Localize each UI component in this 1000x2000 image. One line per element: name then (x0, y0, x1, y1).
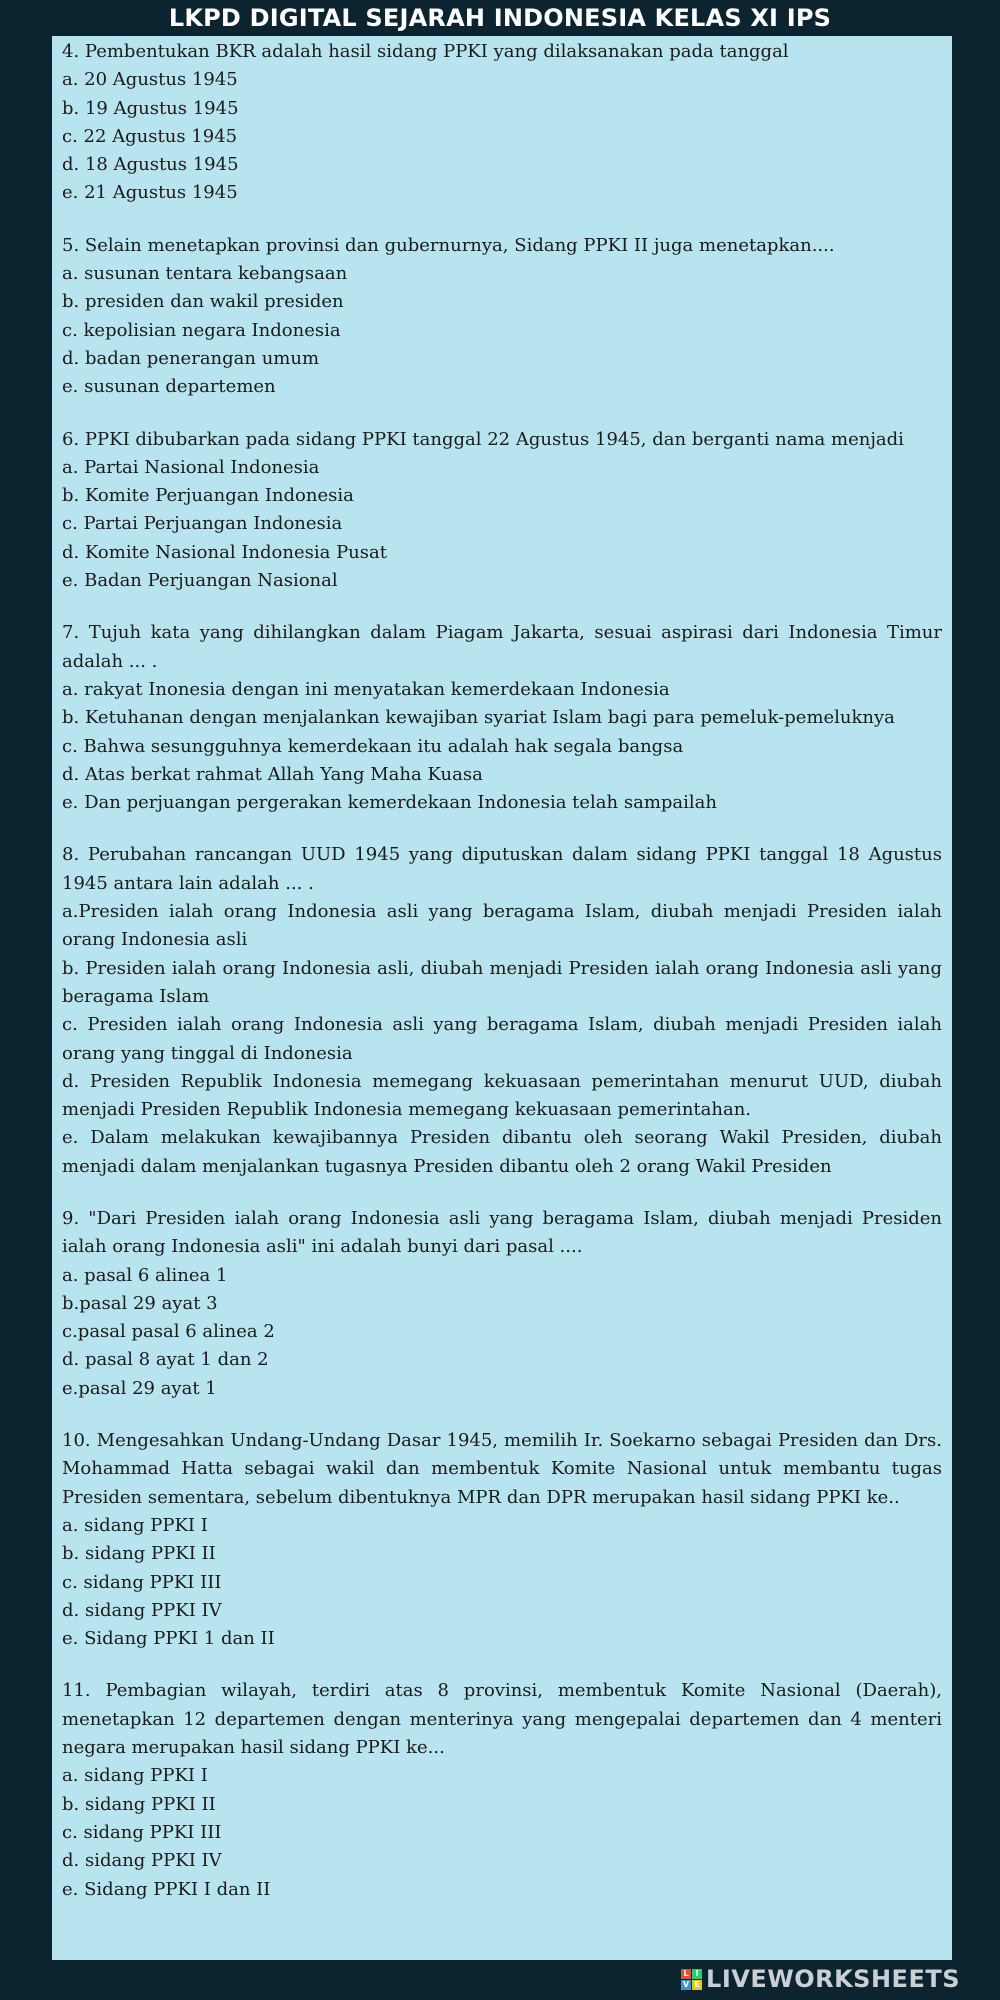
answer-option[interactable]: c. Partai Perjuangan Indonesia (62, 513, 343, 535)
answer-option[interactable]: d. sidang PPKI IV (62, 1599, 222, 1621)
footer-logo[interactable] (681, 1964, 960, 1994)
answer-option[interactable]: e. Sidang PPKI 1 dan II (62, 1628, 275, 1650)
answer-option[interactable]: e. 21 Agustus 1945 (62, 182, 238, 204)
answer-option[interactable]: b. Presiden ialah orang Indonesia asli, diubah menjadi Presiden ialah orang Indonesia asli yang beragama Islam (62, 957, 942, 1007)
question-text: 11. Pembagian wilayah, terdiri atas 8 provinsi, membentuk Komite Nasional (Daerah), menetapkan 12 departemen dengan menterinya yang mengepalai departemen dan 4 menteri negara merupakan hasil sidang PPKI ke... (62, 1680, 942, 1759)
answer-option[interactable]: a. sidang PPKI I (62, 1765, 208, 1787)
answer-option[interactable]: d. sidang PPKI IV (62, 1850, 222, 1872)
answer-option[interactable]: e. susunan departemen (62, 376, 276, 398)
answer-option[interactable]: b. Komite Perjuangan Indonesia (62, 485, 354, 507)
answer-option[interactable]: a. sidang PPKI I (62, 1514, 208, 1536)
answer-option[interactable]: a. susunan tentara kebangsaan (62, 263, 348, 285)
answer-option[interactable]: e. Sidang PPKI I dan II (62, 1878, 271, 1900)
answer-option[interactable]: d. pasal 8 ayat 1 dan 2 (62, 1349, 269, 1371)
answer-option[interactable]: e. Dan perjuangan pergerakan kemerdekaan Indonesia telah sampailah (62, 792, 717, 814)
question-block (62, 1427, 942, 1653)
answer-option[interactable]: e. Badan Perjuangan Nasional (62, 570, 338, 592)
answer-option[interactable]: d. 18 Agustus 1945 (62, 154, 239, 176)
answer-option[interactable]: e. Dalam melakukan kewajibannya Presiden dibantu oleh seorang Wakil Presiden, diubah menjadi dalam menjalankan tugasnya Presiden dibantu oleh 2 orang Wakil Presiden (62, 1127, 942, 1177)
question-block (62, 38, 942, 208)
question-block (62, 619, 942, 817)
answer-option[interactable]: c. sidang PPKI III (62, 1821, 222, 1843)
answer-option[interactable]: b. Ketuhanan dengan menjalankan kewajiban syariat Islam bagi para pemeluk-pemeluknya (62, 707, 895, 729)
answer-option[interactable]: c. sidang PPKI III (62, 1571, 222, 1593)
worksheet-panel (52, 36, 952, 1960)
question-block (62, 232, 942, 402)
question-block (62, 1677, 942, 1903)
question-text: 10. Mengesahkan Undang-Undang Dasar 1945, memilih Ir. Soekarno sebagai Presiden dan Drs. Mohammad Hatta sebagai wakil dan membentuk Komite Nasional untuk membantu tugas Presiden sementara, sebelum dibentuknya MPR dan DPR merupakan hasil sidang PPKI ke.. (62, 1430, 942, 1508)
answer-option[interactable]: b. presiden dan wakil presiden (62, 291, 344, 313)
answer-option[interactable]: c.pasal pasal 6 alinea 2 (62, 1321, 275, 1343)
question-text: 6. PPKI dibubarkan pada sidang PPKI tanggal 22 Agustus 1945, dan berganti nama menjadi (62, 428, 904, 450)
answer-option[interactable]: d. Atas berkat rahmat Allah Yang Maha Kuasa (62, 763, 483, 785)
liveworksheets-logo-icon (681, 1969, 702, 1990)
answer-option[interactable]: a. 20 Agustus 1945 (62, 69, 238, 91)
answer-option[interactable]: a. pasal 6 alinea 1 (62, 1264, 228, 1286)
answer-option[interactable]: b. 19 Agustus 1945 (62, 97, 239, 119)
brand-name: LIVEWORKSHEETS (706, 1965, 960, 1993)
question-text: 8. Perubahan rancangan UUD 1945 yang diputuskan dalam sidang PPKI tanggal 18 Agustus 1945 antara lain adalah ... . (62, 844, 942, 894)
answer-option[interactable]: a. Partai Nasional Indonesia (62, 456, 320, 478)
question-block (62, 1205, 942, 1403)
answer-option[interactable]: b.pasal 29 ayat 3 (62, 1292, 218, 1314)
answer-option[interactable]: a. rakyat Inonesia dengan ini menyatakan kemerdekaan Indonesia (62, 678, 670, 700)
answer-option[interactable]: c. kepolisian negara Indonesia (62, 319, 341, 341)
logo-square: E (692, 1980, 702, 1990)
question-block (62, 841, 942, 1181)
answer-option[interactable]: c. Presiden ialah orang Indonesia asli yang beragama Islam, diubah menjadi Presiden ialah orang yang tinggal di Indonesia (62, 1014, 942, 1064)
question-text: 5. Selain menetapkan provinsi dan gubernurnya, Sidang PPKI II juga menetapkan.... (62, 234, 835, 256)
question-text: 7. Tujuh kata yang dihilangkan dalam Piagam Jakarta, sesuai aspirasi dari Indonesia Timur adalah ... . (62, 622, 942, 672)
answer-option[interactable]: b. sidang PPKI II (62, 1543, 216, 1565)
logo-square: L (681, 1969, 691, 1979)
answer-option[interactable]: d. Komite Nasional Indonesia Pusat (62, 541, 387, 563)
logo-square: V (682, 1979, 690, 1989)
answer-option[interactable]: b. sidang PPKI II (62, 1793, 216, 1815)
page-title: LKPD DIGITAL SEJARAH INDONESIA KELAS XI IPS (168, 4, 832, 32)
answer-option[interactable]: e.pasal 29 ayat 1 (62, 1377, 217, 1399)
answer-option[interactable]: d. badan penerangan umum (62, 347, 320, 369)
question-text: 9. "Dari Presiden ialah orang Indonesia asli yang beragama Islam, diubah menjadi Presiden ialah orang Indonesia asli" ini adalah bunyi dari pasal .... (62, 1207, 942, 1258)
logo-square: I (692, 1969, 702, 1979)
answer-option[interactable]: c. Bahwa sesungguhnya kemerdekaan itu adalah hak segala bangsa (62, 735, 684, 757)
answer-option[interactable]: a.Presiden ialah orang Indonesia asli yang beragama Islam, diubah menjadi Presiden ialah orang Indonesia asli (62, 901, 942, 951)
answer-option[interactable]: d. Presiden Republik Indonesia memegang kekuasaan pemerintahan menurut UUD, diubah menjadi Presiden Republik Indonesia memegang kekuasaan pemerintahan. (62, 1070, 942, 1121)
question-block (62, 426, 942, 596)
question-text: 4. Pembentukan BKR adalah hasil sidang PPKI yang dilaksanakan pada tanggal (62, 41, 789, 62)
answer-option[interactable]: c. 22 Agustus 1945 (62, 125, 238, 147)
